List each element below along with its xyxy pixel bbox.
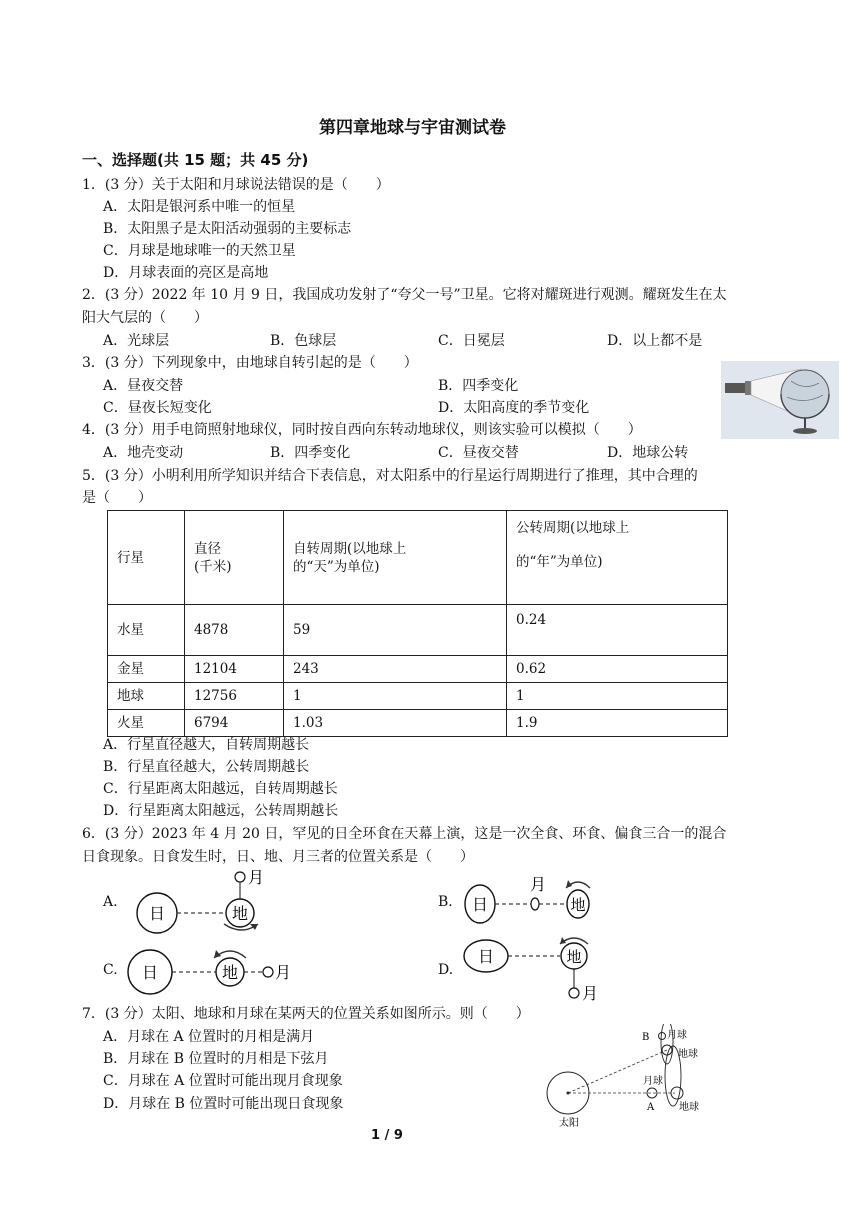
option-c[interactable]: C．昼夜交替 bbox=[438, 445, 519, 461]
sun-label: 日 bbox=[471, 895, 489, 914]
diagram-c bbox=[124, 942, 314, 1002]
header-rotation: 自转周期(以地球上 的“天”为单位) bbox=[284, 511, 507, 605]
planet-table bbox=[107, 510, 728, 737]
earth-label: 地 bbox=[566, 948, 582, 966]
option-d[interactable]: D．太阳高度的季节变化 bbox=[438, 400, 590, 416]
table-cell: 1.03 bbox=[284, 710, 507, 737]
moon-label: 月 bbox=[275, 963, 292, 982]
sun-earth-moon-figure bbox=[545, 1024, 725, 1134]
question-stem-cont: 是（ ） bbox=[82, 490, 152, 506]
question-stem: 3．(3 分）下列现象中，由地球自转引起的是（ ） bbox=[82, 355, 418, 371]
earth-label: 地球 bbox=[678, 1049, 698, 1060]
table-cell: 1 bbox=[507, 683, 728, 710]
position-b-label: B bbox=[642, 1032, 650, 1043]
moon-circle bbox=[235, 872, 245, 882]
table-cell: 1.9 bbox=[507, 710, 728, 737]
option-a[interactable]: A．太阳是银河系中唯一的恒星 bbox=[103, 199, 296, 215]
option-d[interactable]: D. bbox=[438, 962, 454, 978]
sun-label: 日 bbox=[141, 963, 159, 982]
question-stem: 4．(3 分）用手电筒照射地球仪，同时按自西向东转动地球仪，则该实验可以模拟（ ） bbox=[82, 422, 642, 438]
question-stem-cont: 日食现象。日食发生时，日、地、月三者的位置关系是（ ） bbox=[82, 849, 474, 865]
moon-label: 月 bbox=[582, 984, 599, 1003]
moon-circle bbox=[569, 988, 579, 998]
header-diameter: 直径 (千米) bbox=[185, 511, 284, 605]
sun-label: 太阳 bbox=[559, 1118, 579, 1129]
header-revolution: 公转周期(以地球上 的“年”为单位) bbox=[507, 511, 728, 605]
diagram-a bbox=[124, 866, 284, 936]
page-number: 1 / 9 bbox=[371, 1128, 403, 1143]
option-a[interactable]: A. bbox=[103, 894, 118, 910]
moon-label: 月球 bbox=[667, 1030, 687, 1041]
table-cell: 12756 bbox=[185, 683, 284, 710]
table-cell: 0.62 bbox=[507, 656, 728, 683]
table-cell: 0.24 bbox=[507, 605, 728, 656]
table-row bbox=[108, 605, 728, 656]
sun-label: 日 bbox=[477, 947, 495, 966]
diagram-b bbox=[458, 868, 618, 928]
option-a[interactable]: A．光球层 bbox=[103, 333, 170, 349]
table-cell: 243 bbox=[284, 656, 507, 683]
option-c[interactable]: C．行星距离太阳越远，自转周期越长 bbox=[103, 781, 338, 797]
option-c[interactable]: C．月球在 A 位置时可能出现月食现象 bbox=[103, 1073, 343, 1089]
table-cell: 59 bbox=[284, 605, 507, 656]
option-c[interactable]: C．昼夜长短变化 bbox=[103, 400, 212, 416]
question-stem: 6．(3 分）2023 年 4 月 20 日，罕见的日全环食在天幕上演，这是一次全食、环食、偏食三合一的混合 bbox=[82, 826, 727, 842]
option-b[interactable]: B．行星直径越大，公转周期越长 bbox=[103, 759, 310, 775]
option-a[interactable]: A．月球在 A 位置时的月相是满月 bbox=[103, 1029, 315, 1045]
option-c[interactable]: C. bbox=[103, 962, 118, 978]
option-d[interactable]: D．行星距离太阳越远，公转周期越长 bbox=[103, 803, 339, 819]
option-b[interactable]: B．太阳黑子是太阳活动强弱的主要标志 bbox=[103, 221, 352, 237]
moon-label: 月 bbox=[530, 875, 547, 894]
earth-label: 地球 bbox=[679, 1102, 699, 1113]
option-d[interactable]: D．以上都不是 bbox=[607, 333, 703, 349]
question-stem: 7．(3 分）太阳、地球和月球在某两天的位置关系如图所示。则（ ） bbox=[82, 1006, 530, 1022]
table-cell: 金星 bbox=[108, 656, 185, 683]
option-d[interactable]: D．地球公转 bbox=[607, 445, 689, 461]
question-stem: 1．(3 分）关于太阳和月球说法错误的是（ ） bbox=[82, 177, 390, 193]
earth-label: 地 bbox=[221, 963, 239, 982]
option-a[interactable]: A．行星直径越大，自转周期越长 bbox=[103, 737, 310, 753]
option-c[interactable]: C．月球是地球唯一的天然卫星 bbox=[103, 243, 296, 259]
table-row bbox=[108, 683, 728, 710]
moon-label: 月球 bbox=[643, 1076, 663, 1087]
option-b[interactable]: B．色球层 bbox=[270, 333, 337, 349]
option-a[interactable]: A．昼夜交替 bbox=[103, 378, 184, 394]
option-b[interactable]: B．月球在 B 位置时的月相是下弦月 bbox=[103, 1051, 329, 1067]
moon-circle bbox=[263, 967, 273, 977]
option-c[interactable]: C．日冕层 bbox=[438, 333, 505, 349]
table-cell: 12104 bbox=[185, 656, 284, 683]
earth-label: 地 bbox=[231, 904, 249, 923]
sun-label: 日 bbox=[148, 904, 166, 923]
table-cell: 火星 bbox=[108, 710, 185, 737]
globe-flashlight-image bbox=[721, 361, 839, 439]
header-planet: 行星 bbox=[108, 511, 185, 605]
question-stem-cont: 阳大气层的（ ） bbox=[82, 310, 208, 326]
table-cell: 6794 bbox=[185, 710, 284, 737]
table-cell: 水星 bbox=[108, 605, 185, 656]
option-d[interactable]: D．月球表面的亮区是高地 bbox=[103, 265, 269, 281]
option-d[interactable]: D．月球在 B 位置时可能出现日食现象 bbox=[103, 1096, 344, 1112]
diagram-d bbox=[462, 934, 622, 1006]
section-heading: 一、选择题(共 15 题；共 45 分) bbox=[82, 151, 309, 169]
question-stem: 5．(3 分）小明利用所学知识并结合下表信息，对太阳系中的行星运行周期进行了推理，其中合理的 bbox=[82, 468, 698, 484]
earth-label: 地 bbox=[570, 896, 586, 914]
table-row bbox=[108, 656, 728, 683]
question-stem: 2．(3 分）2022 年 10 月 9 日，我国成功发射了“夸父一号”卫星。它将对耀斑进行观测。耀斑发生在太 bbox=[82, 287, 727, 303]
option-b[interactable]: B．四季变化 bbox=[270, 445, 351, 461]
option-b[interactable]: B. bbox=[438, 894, 453, 910]
position-a-label: A bbox=[647, 1102, 655, 1113]
option-a[interactable]: A．地壳变动 bbox=[103, 445, 184, 461]
option-b[interactable]: B．四季变化 bbox=[438, 378, 519, 394]
table-cell: 地球 bbox=[108, 683, 185, 710]
moon-label: 月 bbox=[248, 868, 265, 887]
table-cell: 4878 bbox=[185, 605, 284, 656]
page-title: 第四章地球与宇宙测试卷 bbox=[319, 118, 506, 138]
moon-circle bbox=[531, 898, 539, 910]
table-row bbox=[108, 710, 728, 737]
rotation-arrow-icon bbox=[250, 924, 258, 930]
table-cell: 1 bbox=[284, 683, 507, 710]
